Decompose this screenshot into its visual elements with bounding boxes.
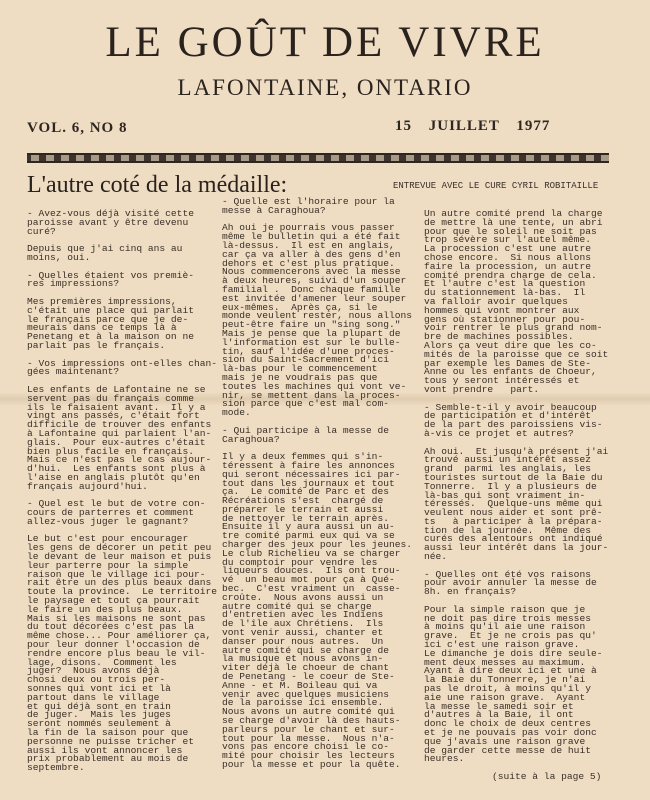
article-headline: L'autre coté de la médaille: bbox=[27, 172, 288, 198]
answer: Un autre comité prend la charge de mettre là une tente, un abri pour que le soleil ne soit pas trop sévère sur l'autel même. La procession c'est une autre chose encore. Si nous allons faire la procession, un autre comité prendra charge de cela. Et l'autre c'est la question du stationnement là-bas. Il va falloir avoir quelques hommes qui vont montrer aux gens où stationner pour pou- voir rentrer le plus grand nom- bre de machines possibles. Alors ça veut dire que les co- mités de la paroisse que ce soit par exemple les Dames de Ste- Anne ou les enfants de Choeur, tous y seront intéressés et vont prendre part. bbox=[424, 208, 609, 395]
answer: Mes premières impressions, c'était une place qui parlait le français parce que je de- meurais dans ce temps là à Penetang et à la maison on ne parlait pas le français. bbox=[27, 295, 194, 351]
question: - Quelles ont été vos raisons pour avoir annuler la messe de 8h. en français? bbox=[424, 568, 597, 598]
answer: Ah oui. Et jusqu'à présent j'ai trouvé aussi un intérêt assez grand parmi les anglais, les touristes surtout de la Baie du Tonnerre. Il y a plusieurs de là-bas qui sont vraiment in- téressés. Quelque-uns même qui veulent nous aider et sont prê- ts à participer à la prépara- tion de la journée. Même des curés des alentours ont indiqué aussi leur intérêt dans la jour- née. bbox=[424, 445, 609, 563]
answer: Pour la simple raison que je ne doit pas dire trois messes à moins qu'il aie une raison grave. Et je ne crois pas qu' ici c'est une raison grave. Le dimanche je dois dire seule- ment deux messes au maximum. Ayant à dire deux ici et une à la Baie du Tonnerre, je n'ai pas le droit, à moins qu'il y aie une raison grave. Ayant la messe le samedi soir et d'autres à la Baie, il ont donc le choix de deux centres et je ne pouvais pas voir donc que j'avais une raison grave de garder cette messe de huit heures. bbox=[424, 603, 603, 765]
answer: Il y a deux femmes qui s'in- téressent à faire les annonces qui seront nécessaires ici par- tout dans les journaux et tout ça. Le comité de Parc et des Récréations s'est chargé de préparer le terrain et aussi de nettoyer le terrain après. Ensuite il y aura aussi un au- tre comité parmi eux qui va se charger des jeux pour les jeunes. Le club Richelieu va se charger du comptoir pour vendre les liqueurs douces. Ils ont trou- vé un beau mot pour ça à Qué- bec. C'est vraiment un casse- croûte. Nous avons aussi un autre comité qui se charge d'entretien avec les Indiens de l'île aux Chrétiens. Ils vont venir aussi, chanter et danser pour nous autres. Un autre comité qui se charge de la musique et nous avons in- viter déjà le choeur de chant de Penetang - le coeur de Ste- Anne - et M. Boileau qui va venir avec quelques musiciens de la paroisse ici ensemble. Nous avons un autre comité qui se charge d'avoir là des hauts- parleurs pour le chant et sur- tout pour la messe. Nous n'a- vons pas encore choisi le co- mité pour choisir les lecteurs pour la messe et pour la quête. bbox=[222, 451, 412, 770]
question: - Qui participe à la messe de Caraghoua? bbox=[222, 424, 389, 445]
continued-notice: (suite à la page 5) bbox=[492, 771, 602, 782]
article-column-3 bbox=[424, 210, 619, 791]
question: - Vos impressions ont-elles chan- gées maintenant? bbox=[27, 357, 217, 378]
question: - Quelles étaient vos premiè- res impressions? bbox=[27, 269, 194, 290]
question: - Quelle est l'horaire pour la messe à Caraghoua? bbox=[222, 196, 395, 216]
issue-date: 15 JUILLET 1977 bbox=[395, 118, 551, 134]
newspaper-title: LE GOÛT DE VIVRE bbox=[105, 19, 545, 66]
article-kicker: ENTREVUE AVEC LE CURE CYRIL ROBITAILLE bbox=[393, 181, 599, 191]
question: - Semble-t-il y avoir beaucoup de participation et d'intérêt de la part des paroissiens vis- à-vis ce projet et autres? bbox=[424, 401, 603, 439]
decorative-divider bbox=[27, 153, 609, 163]
article-column-1 bbox=[27, 210, 222, 782]
answer: Les enfants de Lafontaine ne se servent pas du français comme ils le faisaient avant. Il y a vingt ans passés, c'était fort difficile de trouver des enfants à Lafontaine qui parlaient l'an- glais. Pour eux-autres c'était bien plus facile en français. Mais ce n'est pas le cas aujour- d'hui. Les enfants sont plus à l'aise en anglais plutôt qu'en français aujourd'hui. bbox=[27, 383, 212, 492]
answer: Ah oui je pourrais vous passer même le bulletin qui a été fait là-dessus. Il est en anglais, car ça va aller à des gens d'en dehors et c'est plus pratique. Nous commencerons avec la messe à deux heures, suivi d'un souper familial . Donc chaque famille est invitée d'amener leur souper eux-mêmes. Après ça, si le monde veulent rester, nous allons peut-être faire un "sing song." Mais je pense que la plupart de l'information est sur le bulle- tin, sauf l'idée d'une proces- sion du Saint-Sacrement d'ici là-bas pour le commencement mais je ne voudrais pas que toutes les machines qui vont ve- nir, se mettent dans la proces- sion parce que c'est mal com- mode. bbox=[222, 222, 412, 419]
question: - Quel est le but de votre con- cours de parterres et comment allez-vous juger le gagnant? bbox=[27, 498, 206, 527]
answer: Depuis que j'ai cinq ans au moins, oui. bbox=[27, 243, 183, 263]
newspaper-location: LAFONTAINE, ONTARIO bbox=[177, 75, 473, 100]
volume-number: VOL. 6, NO 8 bbox=[27, 120, 128, 136]
answer: Le but c'est pour encourager les gens de décorer un petit peu le devant de leur maison et puis leur parterre pour la simple raison que le village ici pour- rait être un des plus beaux dans toute la province. Le territoire le paysage et tout ça pourrait le faire un des plus beaux. Mais si les maisons ne sont pas du tout décorées c'est pas la même chose... Pour améliorer ça, pour leur donner l'occasion de rendre encore plus beau le vil- lage, disons. Comment les juger? Nous avons déjà chosi deux ou trois per- sonnes qui vont ici et là partout dans le village et qui déjà sont en train de juger. Mais les juges seront nommés seulement à la fin de la saison pour que personne ne puisse tricher et aussi ils vont annoncer les prix probablement au mois de septembre. bbox=[27, 533, 217, 774]
article-column-2 bbox=[222, 198, 417, 779]
question: - Avez-vous déjà visité cette paroisse avant y être devenu curé? bbox=[27, 208, 194, 237]
